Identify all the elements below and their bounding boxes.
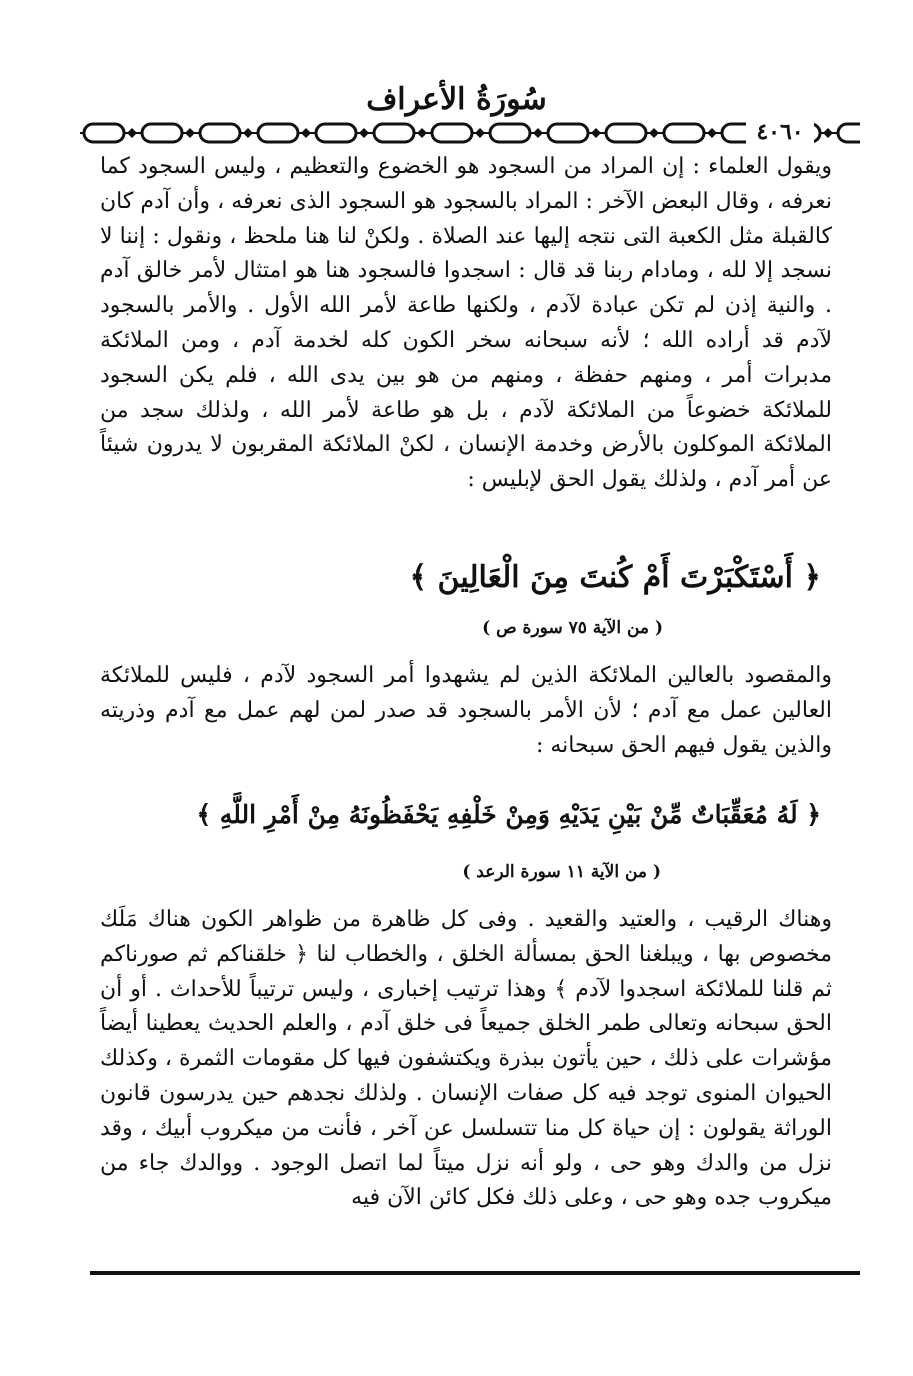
- chain-diamond-12: [823, 128, 833, 138]
- chain-link-0: [84, 124, 124, 142]
- paragraph-2: والمقصود بالعالين الملائكة الذين لم يشهدوا أمر السجود لآدم ، فليس للملائكة العالين عمل مع آدم ؛ لأن الأمر بالسجود قد صدر لمن لهم عمل مع آدم وذريته والذين يقول فيهم الحق سبحانه :: [100, 663, 832, 758]
- verse-reference-2: ( من الآية ١١ سورة الرعد ): [462, 862, 661, 882]
- chain-link-8: [548, 124, 588, 142]
- quran-verse-2: ﴿ لَهُ مُعَقِّبَاتٌ مِّنْ بَيْنِ يَدَيْهِ وَمِنْ خَلْفِهِ يَحْفَظُونَهُ مِنْ أَمْرِ اللَّهِ ﴾: [196, 800, 821, 829]
- chain-diamond-5: [417, 128, 427, 138]
- chain-diamond-1: [185, 128, 195, 138]
- chain-diamond-2: [243, 128, 253, 138]
- chain-link-1: [142, 124, 182, 142]
- chain-diamond-0: [127, 128, 137, 138]
- chain-link-3: [258, 124, 298, 142]
- chain-diamond-7: [533, 128, 543, 138]
- quran-verse-1: ﴿ أَسْتَكْبَرْتَ أَمْ كُنتَ مِنَ الْعَالِينَ ﴾: [409, 560, 821, 595]
- surah-title: سُورَةُ الأعراف: [366, 82, 547, 117]
- verse-reference-1: ( من الآية ٧٥ سورة ص ): [482, 618, 663, 638]
- page-number: ٤٠٦٠: [746, 119, 814, 145]
- chain-link-4: [316, 124, 356, 142]
- chain-link-5: [374, 124, 414, 142]
- chain-link-10: [664, 124, 704, 142]
- chain-diamond-8: [591, 128, 601, 138]
- paragraph-1: ويقول العلماء : إن المراد من السجود هو الخضوع والتعظيم ، وليس السجود كما نعرفه ، وقال البعض الآخر : المراد بالسجود هو السجود الذى نعرفه ، وأن آدم كان كالقبلة مثل الكعبة التى نتجه إليها عند الصلاة . ولكنْ لنا هنا ملحظ ، ونقول : إننا لا نسجد إلا لله ، ومادام ربنا قد قال : اسجدوا فالسجود هنا هو امتثال لأمر خالق آدم . والنية إذن لم تكن عبادة لآدم ، ولكنها طاعة لأمر الله الأول . والأمر بالسجود لآدم قد أراده الله ؛ لأنه سبحانه سخر الكون كله لخدمة آدم ، ومن الملائكة مدبرات أمر ، ومنهم حفظة ، ومنهم من هو بين يدى الله ، فلم يكن السجود للملائكة خضوعاً من الملائكة لآدم ، بل هو طاعة لأمر الله ، ولذلك سجد من الملائكة الموكلون بالأرض وخدمة الإنسان ، لكنْ الملائكة المقربون لا يدرون شيئاً عن أمر آدم ، ولذلك يقول الحق لإبليس :: [100, 154, 832, 493]
- chain-link-2: [200, 124, 240, 142]
- chain-diamond-4: [359, 128, 369, 138]
- decorative-chain-border: [80, 120, 860, 146]
- chain-diamond-9: [649, 128, 659, 138]
- chain-link-9: [606, 124, 646, 142]
- chain-diamond-10: [707, 128, 717, 138]
- chain-link-7: [490, 124, 530, 142]
- chain-ornament-icon: [80, 120, 860, 146]
- chain-link-13: [838, 124, 860, 142]
- paragraph-3: وهناك الرقيب ، والعتيد والقعيد . وفى كل ظاهرة من ظواهر الكون هناك مَلَك مخصوص بها ، ويبلغنا الحق بمسألة الخلق ، والخطاب لنا ﴿ خلقناكم ثم صورناكم ثم قلنا للملائكة اسجدوا لآدم ﴾ وهذا ترتيب إخبارى ، وليس ترتيباً للأحداث . أو أن الحق سبحانه وتعالى طمر الخلق جميعاً فى خلق آدم ، والعلم الحديث يعطينا أيضاً مؤشرات على ذلك ، حين يأتون ببذرة ويكتشفون فيها كل مقومات الثمرة ، وكذلك الحيوان المنوى توجد فيه كل صفات الإنسان . ولذلك نجدهم حين يدرسون قانون الوراثة يقولون : إن حياة كل منا تتسلسل عن آخر ، فأنت من ميكروب أبيك ، وقد نزل من والدك وهو حى ، ولو أنه نزل ميتاً لما اتصل الوجود . ووالدك جاء من ميكروب جده وهو حى ، وعلى ذلك فكل كائن الآن فيه: [100, 907, 832, 1211]
- chain-diamond-3: [301, 128, 311, 138]
- chain-link-6: [432, 124, 472, 142]
- chain-diamond-6: [475, 128, 485, 138]
- footer-rule: [90, 1271, 860, 1275]
